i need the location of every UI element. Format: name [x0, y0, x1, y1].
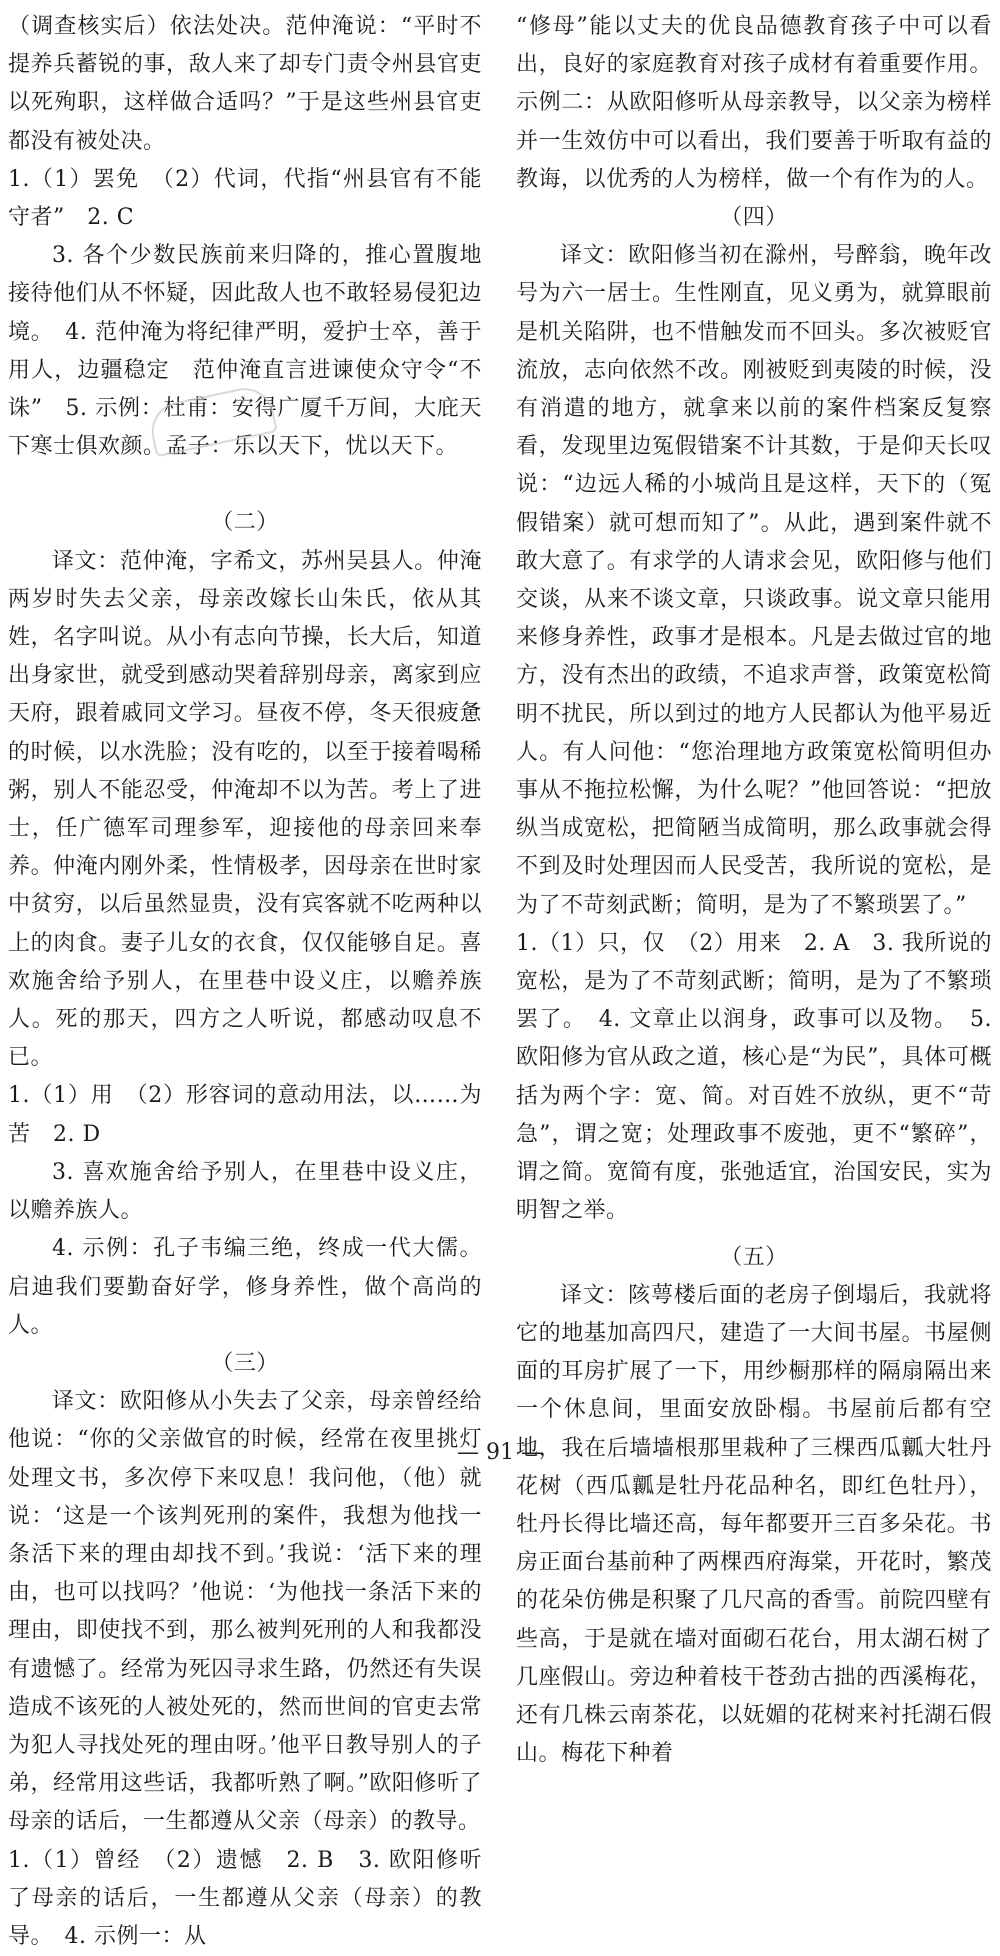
section-heading: （二）	[211, 510, 279, 536]
translation-paragraph: 译文：陔萼楼后面的老房子倒塌后，我就将它的地基加高四尺，建造了一大间书屋。书屋侧面的耳房扩展了一下，用纱橱那样的隔扇隔出来一个休息间，里面安放卧榻。书屋前后都有空地，我在后墙墙根那里栽种了三棵西瓜瓤大牡丹花树（西瓜瓤是牡丹花品种名，即红色牡丹），牡丹长得比墙还高，每年都要开三百多朵花。书房正面台基前种了两棵西府海棠，开花时，繁茂的花朵仿佛是积聚了几尺高的香雪。前院四壁有些高，于是就在墙对面砌石花台，用太湖石树了几座假山。旁边种着枝干苍劲古拙的西溪梅花，还有几株云南茶花，以妩媚的花树来衬托湖石假山。梅花下种着	[516, 1282, 992, 1767]
right-column	[516, 8, 992, 1773]
translation-paragraph: 译文：欧阳修从小失去了父亲，母亲曾经给他说：“你的父亲做官的时候，经常在夜里挑灯处理文书，多次停下来叹息！我问他，（他）就说：‘这是一个该判死刑的案件，我想为他找一条活下来的理由却找不到。’我说：‘活下来的理由，也可以找吗？’他说：‘为他找一条活下来的理由，即使找不到，那么被判死刑的人和我都没有遗憾了。经常为死囚寻求生路，仍然还有失误造成不该死的人被处死的，然而世间的官吏去常为犯人寻找处死的理由呀。’他平日教导别人的子弟，经常用这些话，我都听熟了啊。”欧阳修听了母亲的话后，一生都遵从父亲（母亲）的教导。	[8, 1389, 482, 1835]
answer-line: 1.（1）罢免 （2）代词，代指“州县官有不能守者” 2. C	[8, 166, 482, 231]
answer-paragraph: 4. 示例：孔子韦编三绝，终成一代大儒。启迪我们要勤奋好学，修身养性，做个高尚的人。	[8, 1236, 482, 1338]
section-heading: （三）	[211, 1350, 279, 1376]
answer-paragraph: 3. 各个少数民族前来归降的，推心置腹地接待他们从不怀疑，因此敌人也不敢轻易侵犯边境。 4. 范仲淹为将纪律严明，爱护士卒，善于用人，边疆稳定 范仲淹直言进谏使众守令“不诛” 5. 示例：杜甫：安得广厦千万间，大庇天下寒士俱欢颜。孟子：乐以天下，忧以天下。	[8, 243, 482, 460]
translation-paragraph: 译文：范仲淹，字希文，苏州吴县人。仲淹两岁时失去父亲，母亲改嫁长山朱氏，依从其姓，名字叫说。从小有志向节操，长大后，知道出身家世，就受到感动哭着辞别母亲，离家到应天府，跟着戚同文学习。昼夜不停，冬天很疲惫的时候，以水洗脸；没有吃的，以至于接着喝稀粥，别人不能忍受，仲淹却不以为苦。考上了进士，任广德军司理参军，迎接他的母亲回来奉养。仲淹内刚外柔，性情极孝，因母亲在世时家中贫穷，以后虽然显贵，没有宾客就不吃两种以上的肉食。妻子儿女的衣食，仅仅能够自足。喜欢施舍给予别人，在里巷中设义庄，以赡养族人。死的那天，四方之人听说，都感动叹息不已。	[8, 548, 482, 1071]
answer-paragraph: 1.（1）曾经 （2）遗憾 2. B 3. 欧阳修听了母亲的话后，一生都遵从父亲（母亲）的教导。 4. 示例一：从	[8, 1847, 482, 1949]
page-number: — 91 —	[457, 1440, 543, 1465]
left-column	[8, 8, 482, 1956]
section-heading: （四）	[720, 205, 788, 231]
paragraph: “修母”能以丈夫的优良品德教育孩子中可以看出，良好的家庭教育对孩子成材有着重要作用。示例二：从欧阳修听从母亲教导，以父亲为榜样并一生效仿中可以看出，我们要善于听取有益的教诲，以优秀的人为榜样，做一个有作为的人。	[516, 14, 992, 192]
site-logo	[820, 1401, 990, 1487]
answer-paragraph: 1.（1）只，仅 （2）用来 2. A 3. 我所说的宽松，是为了不苛刻武断；简明，是为了不繁琐罢了。 4. 文章止以润身，政事可以及物。 5. 欧阳修为官从政之道，核心是“为民”，具体可概括为两个字：宽、简。对百姓不放纵，更不“苛急”，谓之宽；处理政事不废弛，更不“繁碎”，谓之简。宽简有度，张弛适宜，治国安民，实为明智之举。	[516, 930, 992, 1224]
paragraph: （调查核实后）依法处决。范仲淹说：“平时不提养兵蓄锐的事，敌人来了却专门责令州县官吏以死殉职，这样做合适吗？”于是这些州县官吏都没有被处决。	[8, 14, 482, 154]
translation-paragraph: 译文：欧阳修当初在滁州，号醉翁，晚年改号为六一居士。生性刚直，见义勇为，就算眼前是机关陷阱，也不惜触发而不回头。多次被贬官流放，志向依然不改。刚被贬到夷陵的时候，没有消遣的地方，就拿来以前的案件档案反复察看，发现里边冤假错案不计其数，于是仰天长叹说：“边远人稀的小城尚且是这样，天下的（冤假错案）就可想而知了”。从此，遇到案件就不敢大意了。有求学的人请求会见，欧阳修与他们交谈，从来不谈文章，只谈政事。说文章只能用来修身养性，政事才是根本。凡是去做过官的地方，没有杰出的政绩，不追求声誉，政策宽松简明不扰民，所以到过的地方人民都认为他平易近人。有人问他：“您治理地方政策宽松简明但办事从不拖拉松懈，为什么呢？”他回答说：“把放纵当成宽松，把简陋当成简明，那么政事就会得不到及时处理因而人民受苦，我所说的宽松，是为了不苛刻武断；简明，是为了不繁琐罢了。”	[516, 243, 992, 918]
answer-line: 1.（1）用 （2）形容词的意动用法，以……为苦 2. D	[8, 1083, 482, 1147]
section-heading: （五）	[720, 1244, 788, 1270]
answer-line: 3. 喜欢施舍给予别人，在里巷中设义庄，以赡养族人。	[8, 1159, 482, 1224]
